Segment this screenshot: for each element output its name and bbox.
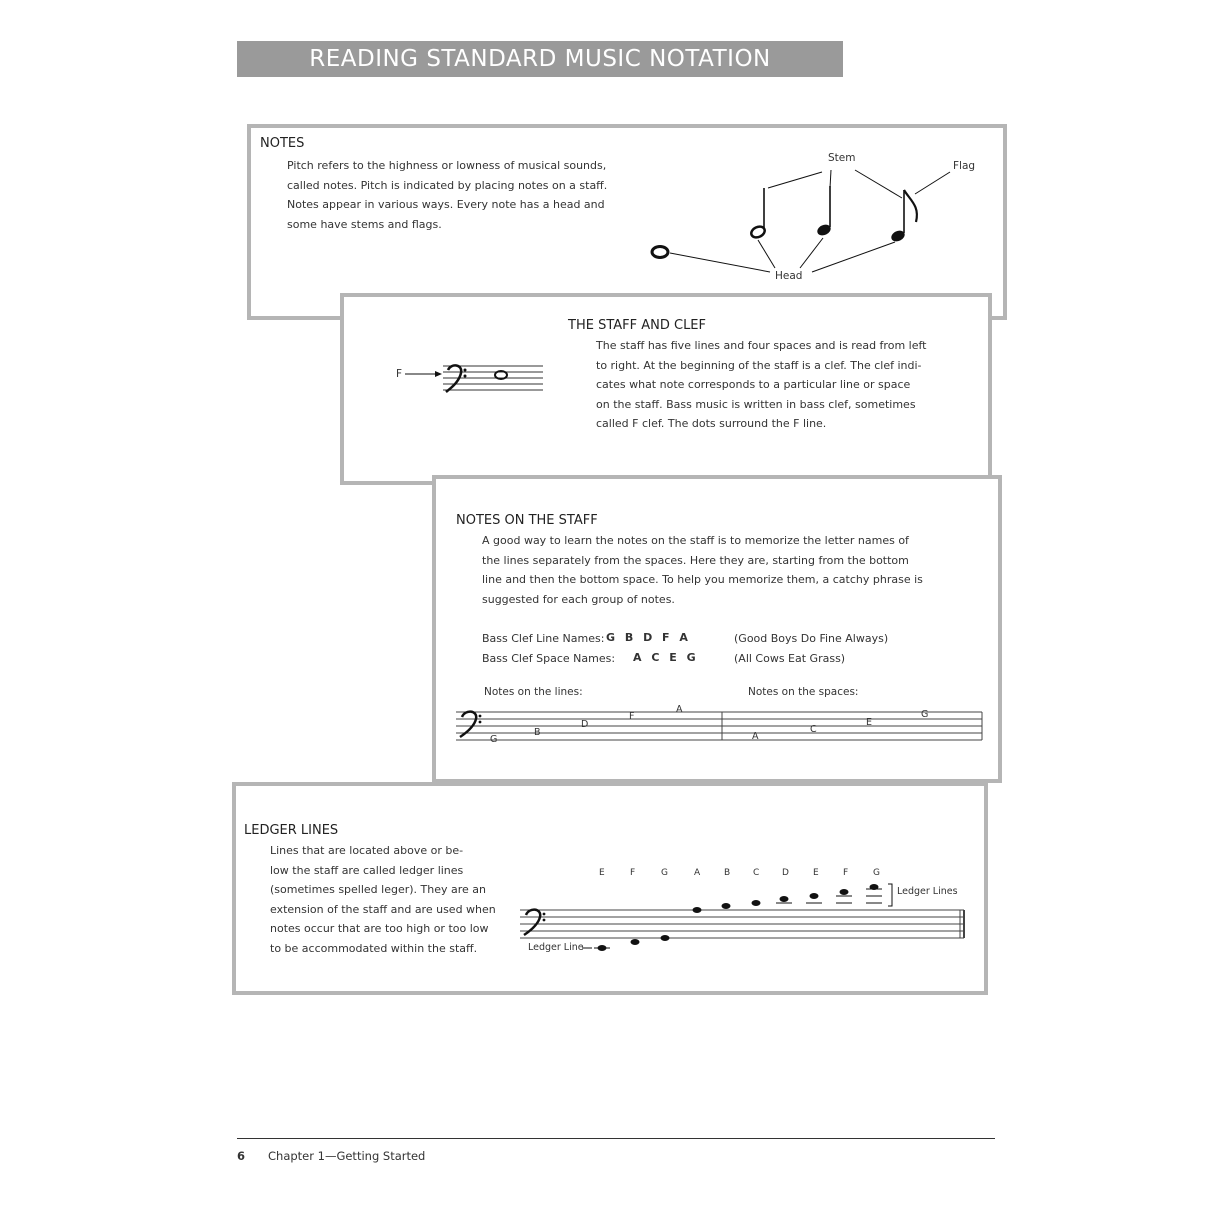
staff-line-letter: A (676, 704, 683, 715)
text-line: cates what note corresponds to a particular line or space (596, 378, 911, 391)
text-line: suggested for each group of notes. (482, 592, 675, 606)
notes-on-staff-paragraph (482, 531, 982, 609)
line-names: G B D F A (606, 631, 691, 644)
text-line: low the staff are called ledger lines (270, 863, 464, 877)
ledger-letter: G (661, 868, 668, 878)
head-label: Head (775, 270, 803, 282)
footer-rule (237, 1138, 995, 1139)
ledger-lines-paragraph (270, 841, 520, 958)
staff-space-letter: G (921, 709, 929, 720)
ledger-letter: C (753, 868, 760, 878)
line-names-phrase: (Good Boys Do Fine Always) (734, 632, 889, 645)
notes-heading: NOTES (260, 136, 305, 151)
ledger-letter: E (599, 868, 605, 878)
ledger-letter: B (724, 868, 731, 878)
page-title: READING STANDARD MUSIC NOTATION (309, 46, 771, 72)
page-title-banner (237, 41, 843, 77)
ledger-lines-label: Ledger Lines (897, 886, 958, 897)
stem-label: Stem (828, 152, 856, 164)
staff-clef-heading: THE STAFF AND CLEF (568, 318, 706, 333)
ledger-lines-heading: LEDGER LINES (244, 823, 339, 838)
space-names: A C E G (633, 651, 699, 664)
text-line: A good way to learn the notes on the staff is to memorize the letter names of (482, 534, 909, 547)
staff-line-letter: F (629, 711, 635, 722)
text-line: the lines separately from the spaces. Here they are, starting from the bottom (482, 553, 909, 567)
text-line: extension of the staff and are used when (270, 902, 496, 916)
text-line: to be accommodated within the staff. (270, 941, 478, 955)
line-names-label: Bass Clef Line Names: (482, 632, 605, 645)
notes-on-staff-heading: NOTES ON THE STAFF (456, 513, 598, 528)
staff-space-letter: C (810, 724, 817, 735)
ledger-letter: A (694, 868, 701, 878)
text-line: Lines that are located above or be- (270, 844, 464, 857)
chapter-title: Chapter 1—Getting Started (268, 1149, 426, 1163)
ledger-letter: F (630, 868, 636, 878)
bass-clef-staff-diagram (405, 360, 545, 404)
text-line: on the staff. Bass music is written in bass clef, sometimes (596, 397, 916, 411)
text-line: some have stems and flags. (287, 217, 442, 231)
text-line: notes occur that are too high or too low (270, 922, 489, 935)
text-line: (sometimes spelled leger). They are an (270, 883, 486, 896)
note-anatomy-diagram (640, 150, 980, 285)
space-names-label: Bass Clef Space Names: (482, 652, 616, 665)
whole-note-icon (652, 247, 668, 258)
ledger-letter: F (843, 868, 849, 878)
text-line: line and then the bottom space. To help you memorize them, a catchy phrase is (482, 573, 923, 586)
staff-clef-paragraph (596, 336, 976, 434)
notes-staff-diagram (456, 708, 984, 744)
staff-space-letter: E (866, 717, 873, 728)
text-line: called F clef. The dots surround the F line. (596, 417, 827, 430)
f-line-label: F (396, 368, 403, 380)
ledger-letter: G (873, 868, 880, 878)
notes-paragraph (287, 156, 667, 234)
space-names-phrase: (All Cows Eat Grass) (734, 652, 846, 665)
ledger-line-label: Ledger Line (528, 942, 584, 953)
flag-label: Flag (953, 160, 976, 172)
bass-clef-icon (446, 365, 461, 392)
spaces-caption: Notes on the spaces: (748, 686, 859, 698)
staff-space-letter: A (752, 731, 759, 742)
text-line: called notes. Pitch is indicated by placing notes on a staff. (287, 178, 608, 192)
text-line: Notes appear in various ways. Every note has a head and (287, 198, 605, 211)
staff-line-letter: D (581, 719, 589, 730)
ledger-letter: D (782, 868, 789, 878)
page-number: 6 (237, 1149, 246, 1163)
ledger-letter: E (813, 868, 819, 878)
staff-line-letter: G (490, 734, 498, 745)
text-line: to right. At the beginning of the staff is a clef. The clef indi- (596, 358, 922, 372)
text-line: Pitch refers to the highness or lowness of musical sounds, (287, 159, 607, 172)
text-line: The staff has five lines and four spaces and is read from left (596, 339, 927, 352)
lines-caption: Notes on the lines: (484, 686, 583, 698)
staff-line-letter: B (534, 727, 541, 738)
